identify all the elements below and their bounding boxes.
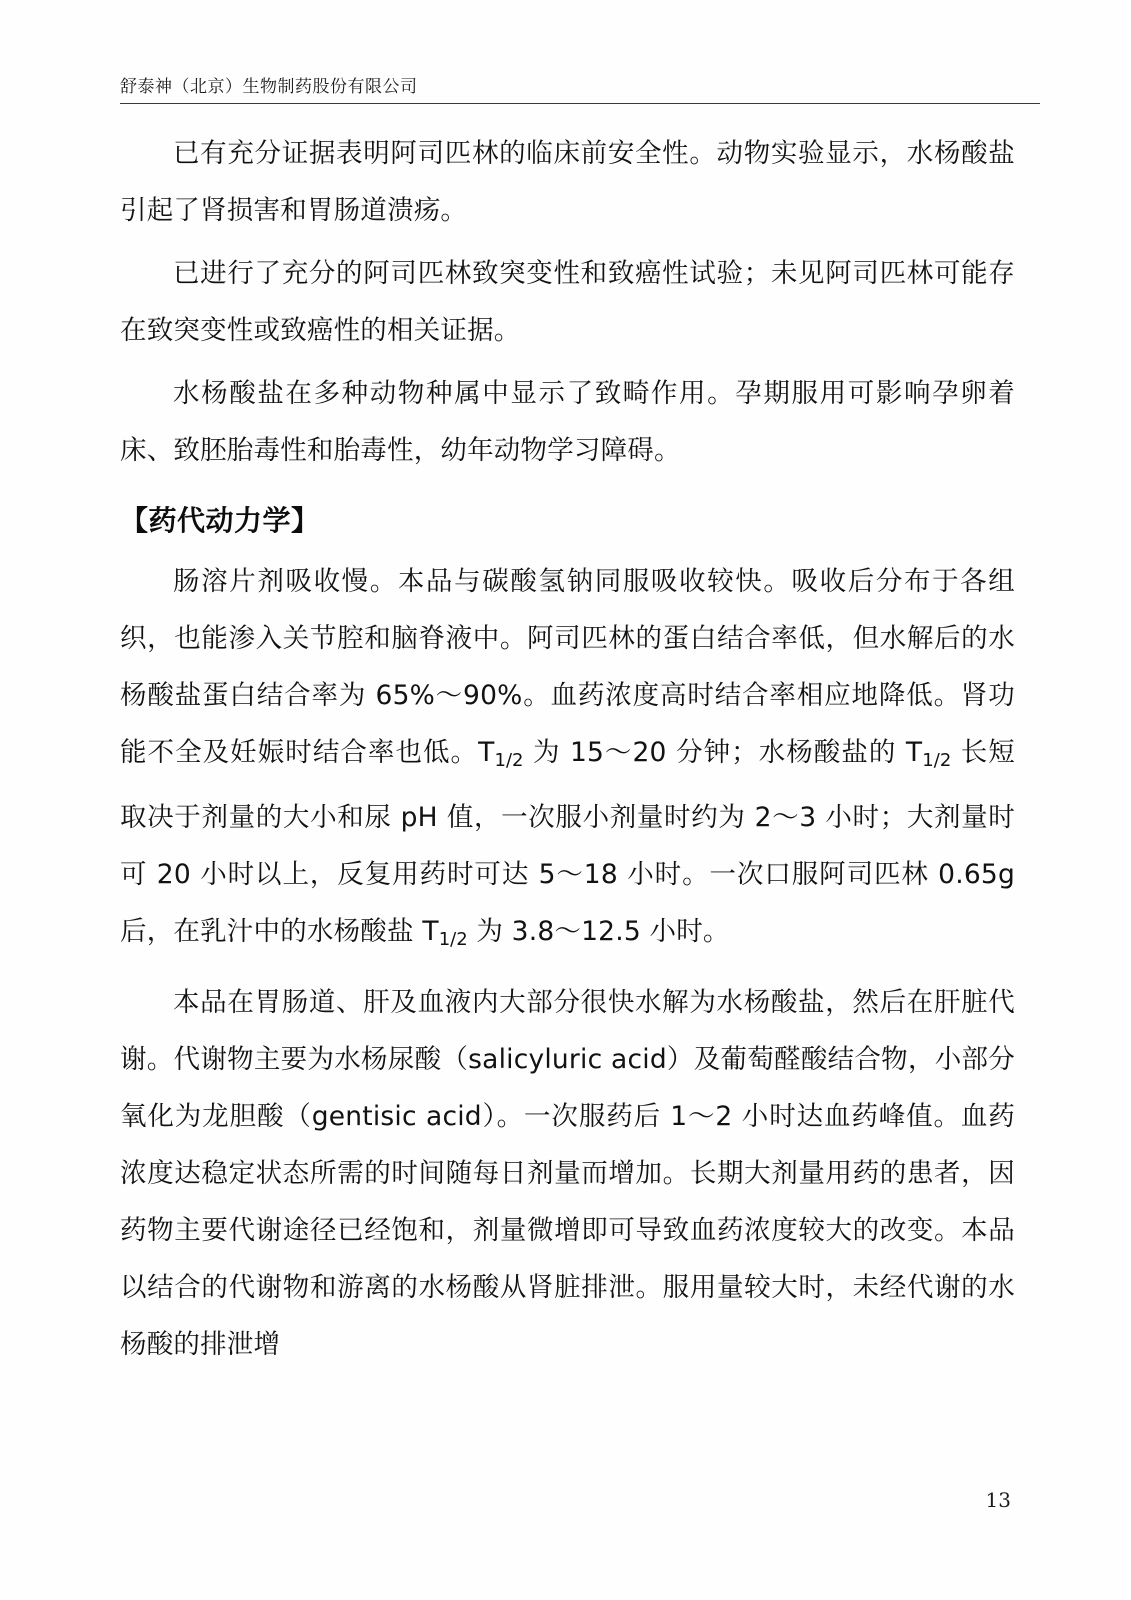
pk-text-part-2: 为 15～20 分钟；水杨酸盐的 T	[523, 737, 923, 768]
pk-text-part-3: 长短取决于剂量的大小和尿 pH 值，一次服小剂量时约为 2～3 小时；大剂量时可 20 小时以上，反复用药时可达 5～18 小时。一次口服阿司匹林 0.65g 后，在乳汁中的水杨酸盐 T	[120, 737, 1015, 948]
half-life-subscript-3: 1/2	[438, 929, 468, 951]
paragraph-metabolism-excretion: 本品在胃肠道、肝及血液内大部分很快水解为水杨酸盐，然后在肝脏代谢。代谢物主要为水杨尿酸（salicyluric acid）及葡萄醛酸结合物，小部分氧化为龙胆酸（gentisic acid）。一次服药后 1～2 小时达血药峰值。血药浓度达稳定状态所需的时间随每日剂量而增加。长期大剂量用药的患者，因药物主要代谢途径已经饱和，剂量微增即可导致血药浓度较大的改变。本品以结合的代谢物和游离的水杨酸从肾脏排泄。服用量较大时，未经代谢的水杨酸的排泄增	[120, 987, 1015, 1361]
paragraph-teratogenicity: 水杨酸盐在多种动物种属中显示了致畸作用。孕期服用可影响孕卵着床、致胚胎毒性和胎毒性，幼年动物学习障碍。	[120, 378, 1015, 466]
header-divider	[120, 103, 1040, 104]
page-content	[120, 125, 1015, 1373]
pk-text-part-1: 肠溶片剂吸收慢。本品与碳酸氢钠同服吸收较快。吸收后分布于各组织，也能渗入关节腔和脑脊液中。阿司匹林的蛋白结合率低，但水解后的水杨酸盐蛋白结合率为 65%～90%。血药浓度高时结合率相应地降低。肾功能不全及妊娠时结合率也低。T	[120, 566, 1015, 768]
page-header	[120, 72, 1040, 104]
half-life-subscript-1: 1/2	[494, 750, 524, 772]
company-name: 舒泰神（北京）生物制药股份有限公司	[120, 77, 418, 97]
paragraph-preclinical-safety: 已有充分证据表明阿司匹林的临床前安全性。动物实验显示，水杨酸盐引起了肾损害和胃肠道溃疡。	[120, 138, 1015, 226]
paragraph-absorption-distribution	[120, 553, 1015, 968]
paragraph-mutagenicity: 已进行了充分的阿司匹林致突变性和致癌性试验；未见阿司匹林可能存在致突变性或致癌性的相关证据。	[120, 258, 1015, 346]
half-life-subscript-2: 1/2	[922, 750, 952, 772]
page-number: 13	[985, 1488, 1011, 1512]
section-heading-pharmacokinetics: 【药代动力学】	[120, 504, 320, 537]
pk-text-part-4: 为 3.8～12.5 小时。	[467, 916, 730, 948]
